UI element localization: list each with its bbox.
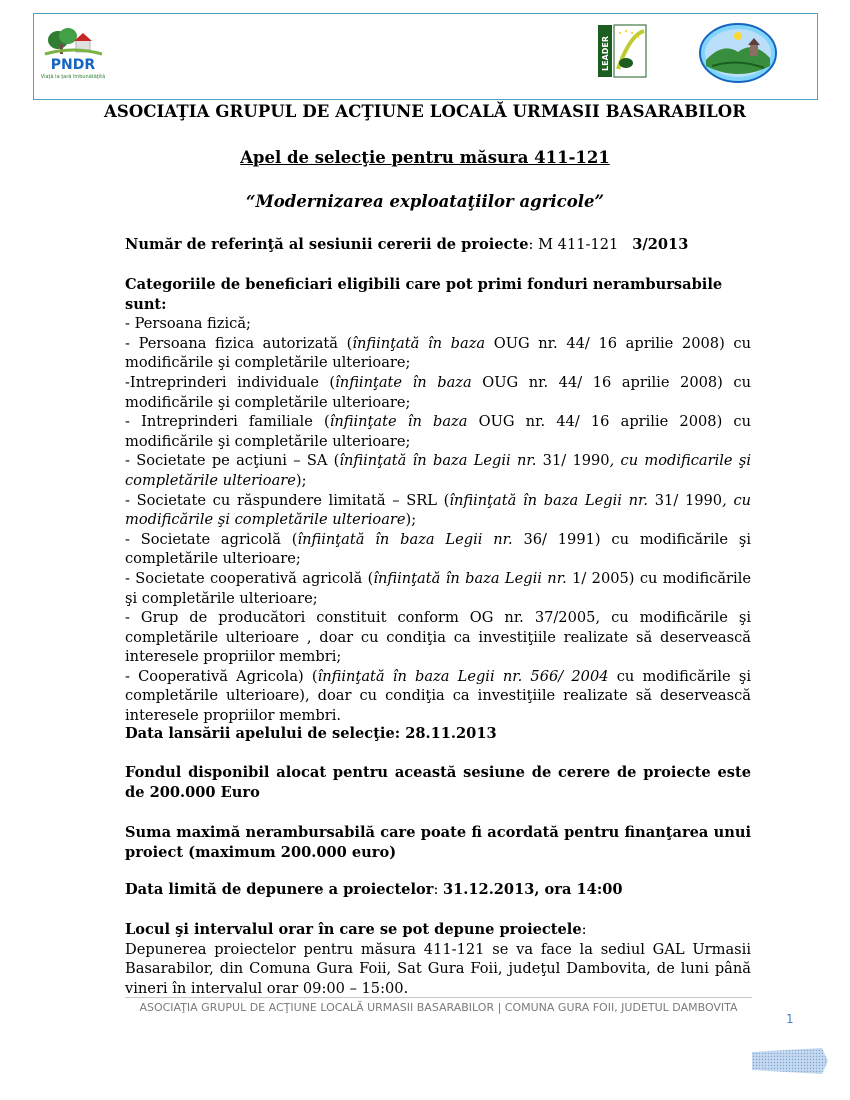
deadline-label: Data limită de depunere a proiectelor [125, 881, 434, 898]
beneficiary-item: -Intreprinderi individuale (înfiinţate în baza OUG nr. 44/ 16 aprilie 2008) cu modificările şi completările ulterioare; [125, 373, 751, 411]
leader-logo [596, 23, 648, 79]
measure-title: “Modernizarea exploataţiilor agricole” [246, 192, 604, 211]
beneficiary-item: - Grup de producători constituit conform OG nr. 37/2005, cu modificările şi completările ulterioare , doar cu condiţia ca investiţiile realizate să deservească interesele propriilor membri; [125, 609, 751, 666]
footer-divider [125, 997, 752, 998]
call-title: Apel de selecţie pentru măsura 411-121 [240, 148, 610, 167]
deadline-line [125, 880, 751, 900]
reference-separator: : [528, 236, 539, 253]
organization-title: ASOCIAŢIA GRUPUL DE ACŢIUNE LOCALĂ URMASII BASARABILOR [103, 102, 747, 121]
submission-place-section [125, 920, 751, 998]
beneficiary-item: - Societate cu răspundere limitată – SRL (înfiinţată în baza Legii nr. 31/ 1990, cu modificările şi completările ulterioare); [125, 491, 752, 529]
page-corner-tab-icon [752, 1046, 828, 1076]
beneficiary-item: - Societate agricolă (înfiinţată în baza Legii nr. 36/ 1991) cu modificările şi completările ulterioare; [125, 530, 751, 568]
beneficiary-item: - Societate cooperativă agricolă (înfiinţată în baza Legii nr. 1/ 2005) cu modificările şi completările ulterioare; [125, 569, 751, 607]
available-fund: Fondul disponibil alocat pentru această sesiune de cerere de proiecte este de 200.000 Euro [125, 764, 751, 801]
deadline-value: 31.12.2013, ora 14:00 [443, 881, 623, 898]
submission-place-text: Depunerea proiectelor pentru măsura 411-121 se va face la sediul GAL Urmasii Basarabilor, din Comuna Gura Foii, Sat Gura Foii, judeţul Dambovita, de luni până vineri în intervalul orar 09:00 – 15:00. [125, 940, 751, 997]
beneficiary-item: - Societate pe acţiuni – SA (înfiinţată în baza Legii nr. 31/ 1990, cu modificarile şi completările ulterioare); [125, 452, 751, 489]
gal-logo [698, 22, 778, 84]
beneficiary-item: - Persoana fizica autorizată (înfiinţată în baza OUG nr. 44/ 16 aprilie 2008) cu modificările şi completările ulterioare; [125, 334, 751, 372]
beneficiary-item: - Persoana fizică; [125, 315, 251, 333]
footer-text: ASOCIAŢIA GRUPUL DE ACŢIUNE LOCALĂ URMASII BASARABILOR | COMUNA GURA FOII, JUDETUL DAMBOVITA [139, 1001, 738, 1014]
reference-line [125, 235, 751, 255]
reference-number: 3/2013 [632, 236, 689, 253]
submission-place-colon: : [581, 921, 587, 938]
deadline-separator: : [433, 881, 443, 898]
reference-code: M 411-121 [538, 236, 619, 253]
maximum-grant: Suma maximă nerambursabilă care poate fi acordată pentru finanţarea unui proiect (maximum 200.000 euro) [125, 824, 751, 861]
page-number: 1 [786, 1012, 794, 1026]
beneficiary-item: - Intreprinderi familiale (înfiinţate în baza OUG nr. 44/ 16 aprilie 2008) cu modificările şi completările ulterioare; [125, 413, 751, 450]
reference-label: Număr de referinţă al sesiunii cererii de proiecte [125, 236, 529, 253]
submission-place-heading: Locul şi intervalul orar în care se pot depune proiectele [125, 921, 582, 938]
launch-date: Data lansării apelului de selecţie: 28.11.2013 [125, 725, 497, 742]
beneficiaries-heading: Categoriile de beneficiari eligibili care pot primi fonduri nerambursabile sunt: [125, 276, 723, 313]
leader-logo-text: LEADER [601, 35, 610, 71]
pndr-tagline: Viaţă la ţară îmbunătăţită [40, 74, 106, 80]
beneficiary-item: - Cooperativă Agricola) (înfiinţată în baza Legii nr. 566/ 2004 cu modificările şi completările ulterioare), doar cu condiţia ca investiţiile realizate să deservească interesele propriilor membri. [125, 667, 751, 725]
pndr-logo [40, 26, 106, 82]
beneficiaries-section [125, 275, 751, 726]
pndr-logo-text: PNDR [50, 57, 96, 73]
